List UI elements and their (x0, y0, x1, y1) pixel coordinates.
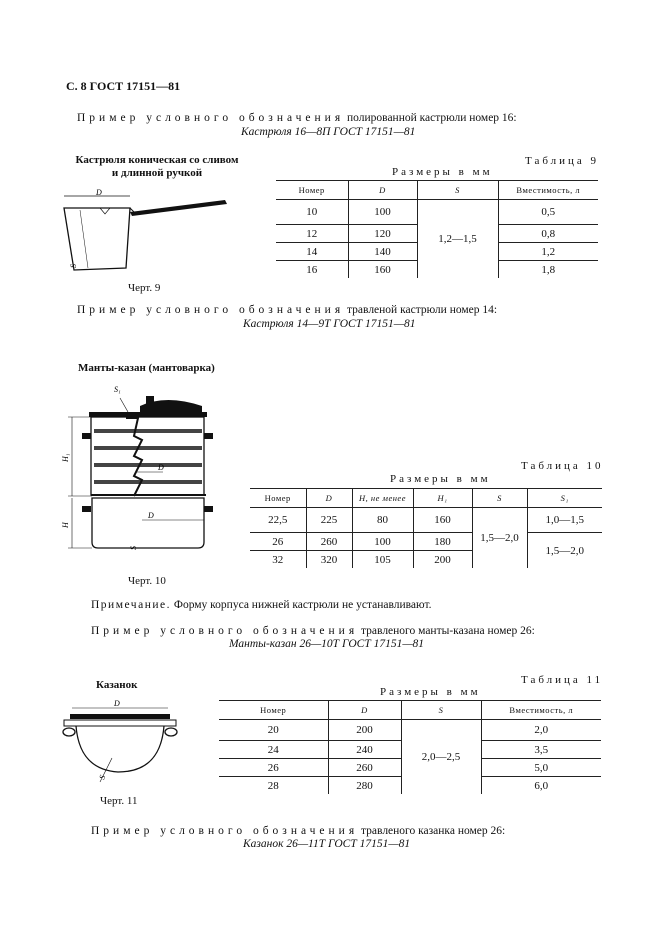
figure-9-title-line2: и длинной ручкой (111, 167, 203, 179)
table-11-dims: Размеры в мм (380, 686, 481, 698)
table-11-header: S (401, 701, 481, 720)
figure-9-caption: Черт. 9 (128, 282, 161, 294)
table-cell: 20 (219, 720, 328, 741)
table-11-header: Номер (260, 705, 287, 715)
table-cell: 6,0 (481, 777, 601, 795)
table-cell: 240 (328, 741, 401, 759)
table-cell: 12 (276, 225, 348, 243)
figure-9-drawing (60, 188, 235, 283)
fig10-label-h1: H₁ (61, 453, 70, 462)
table-cell: 1,2 (498, 243, 598, 261)
table-cell: 200 (413, 551, 472, 569)
table-cell: 5,0 (481, 759, 601, 777)
table-cell: 1,2—1,5 (417, 200, 498, 279)
table-cell: 0,5 (498, 200, 598, 225)
table-cell: 1,0—1,5 (527, 508, 602, 533)
table-cell: 100 (348, 200, 417, 225)
fig10-label-d2: D (148, 511, 154, 520)
table-11-header: Вместимость, л (481, 701, 601, 720)
fig11-label-s: S (97, 773, 108, 781)
table-cell: 2,0—2,5 (401, 720, 481, 795)
table-cell: 160 (413, 508, 472, 533)
table-cell: 260 (328, 759, 401, 777)
example-2-rest: травленой кастрюли номер 14: (347, 304, 498, 316)
table-10-header: S (472, 489, 527, 508)
table-cell: 0,8 (498, 225, 598, 243)
table-cell: 160 (348, 261, 417, 279)
table-cell: 24 (219, 741, 328, 759)
table-11-name: Таблица 11 (521, 674, 604, 686)
figure-10-caption: Черт. 10 (128, 575, 166, 587)
table-cell: 105 (352, 551, 413, 569)
table-cell: 180 (413, 533, 472, 551)
note-lead: Примечание. (91, 599, 171, 611)
table-11-header: D (328, 701, 401, 720)
table-9 (276, 180, 598, 278)
table-9-header: Номер (298, 185, 325, 195)
table-9-name: Таблица 9 (525, 155, 600, 167)
example-3-code: Манты-казан 26—10Т ГОСТ 17151—81 (229, 638, 425, 650)
table-cell: 320 (306, 551, 352, 569)
table-10-header: S₁ (527, 489, 602, 508)
table-cell: 16 (306, 263, 318, 276)
table-cell: 200 (328, 720, 401, 741)
note-text: Форму корпуса нижней кастрюли не устанавливают. (173, 599, 432, 611)
fig11-label-d: D (114, 699, 120, 708)
table-10-header: H₁ (413, 489, 472, 508)
table-9-header: Вместимость, л (498, 181, 598, 200)
example-4-lead: Пример условного обозначения (91, 825, 359, 837)
fig10-label-s: S (129, 546, 138, 550)
example-1-lead: Пример условного обозначения (77, 112, 345, 124)
example-1-text (77, 112, 517, 124)
example-1-rest: полированной кастрюли номер 16: (347, 112, 517, 124)
fig10-label-s1: S₁ (114, 385, 121, 394)
table-10-header: Номер (264, 493, 291, 503)
fig10-label-d: D (158, 463, 164, 472)
example-3-lead: Пример условного обозначения (91, 625, 359, 637)
example-2-text (77, 304, 497, 316)
fig9-label-s: S (69, 264, 78, 268)
example-2-code: Кастрюля 14—9Т ГОСТ 17151—81 (243, 318, 416, 330)
table-9-header: S (417, 181, 498, 200)
example-3-text (91, 625, 535, 637)
table-row (219, 720, 601, 741)
table-10-header: H, не менее (352, 489, 413, 508)
table-cell: 100 (352, 533, 413, 551)
figure-9-title (62, 154, 252, 180)
table-cell: 26 (250, 533, 306, 551)
table-cell: 26 (219, 759, 328, 777)
table-cell: 32 (272, 553, 284, 566)
example-1-code: Кастрюля 16—8П ГОСТ 17151—81 (241, 126, 416, 138)
figure-10-drawing (58, 378, 223, 553)
table-10 (250, 488, 602, 568)
table-9-dims: Размеры в мм (392, 166, 493, 178)
table-cell: 1,5—2,0 (527, 533, 602, 569)
table-9-header: D (348, 181, 417, 200)
table-cell: 140 (348, 243, 417, 261)
table-10-header: D (306, 489, 352, 508)
table-cell: 10 (276, 200, 348, 225)
example-4-rest: травленого казанка номер 26: (361, 825, 506, 837)
note (91, 599, 432, 611)
example-3-rest: травленого манты-казана номер 26: (361, 625, 535, 637)
figure-10-title: Манты-казан (мантоварка) (78, 362, 215, 374)
figure-11-caption: Черт. 11 (100, 795, 138, 807)
figure-9-title-line1: Кастрюля коническая со сливом (75, 154, 239, 166)
fig10-label-h: H (61, 522, 70, 528)
table-10-name: Таблица 10 (521, 460, 604, 472)
table-10-dims: Размеры в мм (390, 473, 491, 485)
table-cell: 2,0 (481, 720, 601, 741)
table-cell: 80 (352, 508, 413, 533)
table-row (276, 200, 598, 225)
example-4-code: Казанок 26—11Т ГОСТ 17151—81 (243, 838, 411, 850)
table-row (250, 508, 602, 533)
example-2-lead: Пример условного обозначения (77, 304, 345, 316)
fig9-label-d: D (96, 188, 102, 197)
example-4-text (91, 825, 505, 837)
table-cell: 225 (306, 508, 352, 533)
figure-11-drawing (60, 698, 180, 790)
table-cell: 1,8 (498, 261, 598, 279)
table-cell: 280 (328, 777, 401, 795)
table-cell: 28 (267, 779, 279, 792)
table-cell: 120 (348, 225, 417, 243)
table-cell: 14 (276, 243, 348, 261)
table-11 (219, 700, 601, 794)
table-cell: 1,5—2,0 (472, 508, 527, 569)
page-header: С. 8 ГОСТ 17151—81 (66, 79, 181, 93)
table-cell: 3,5 (481, 741, 601, 759)
table-cell: 22,5 (250, 508, 306, 533)
table-row (250, 533, 602, 551)
table-cell: 260 (306, 533, 352, 551)
figure-11-title: Казанок (96, 679, 138, 691)
